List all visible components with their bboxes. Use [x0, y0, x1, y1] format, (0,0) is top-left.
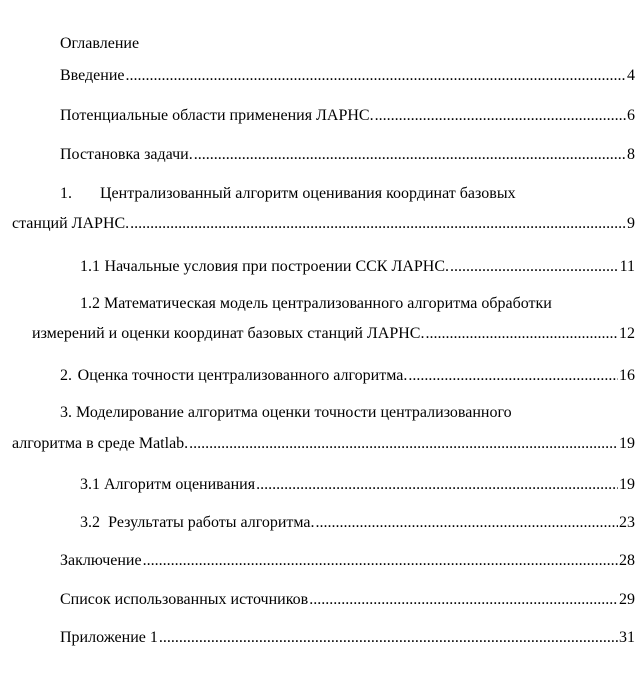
toc-page-number: 31 [619, 629, 635, 646]
toc-entry-section-3-1[interactable] [80, 475, 635, 495]
toc-entry-section-1-1[interactable] [80, 257, 635, 277]
toc-entry-label: 1.2 Математическая модель централизованного алгоритма обработки [80, 295, 552, 312]
toc-page-number: 19 [619, 435, 635, 452]
toc-page-number: 11 [619, 258, 635, 275]
toc-leader-dots [126, 66, 627, 86]
toc-entry-label: Список использованных источников [60, 591, 309, 608]
toc-section-number: 1.1 [80, 258, 100, 275]
toc-leader-dots [189, 434, 618, 454]
toc-entry-references[interactable] [60, 590, 635, 610]
toc-section-number: 3.2 [80, 514, 100, 531]
toc-entry-line [12, 434, 635, 454]
toc-entry-appendix-1[interactable] [60, 628, 635, 648]
toc-page-number: 8 [627, 146, 635, 163]
toc-leader-dots [256, 475, 618, 495]
toc-entry-line [12, 214, 635, 234]
toc-leader-dots [194, 145, 626, 165]
toc-leader-dots [316, 513, 618, 533]
toc-entry-section-3-2[interactable] [80, 513, 635, 533]
toc-title: Оглавление [60, 35, 140, 52]
toc-entry-label: Результаты работы алгоритма. [108, 514, 315, 531]
toc-page-number: 12 [619, 325, 635, 342]
toc-page-number: 6 [627, 107, 635, 124]
toc-entry-applications[interactable] [60, 106, 635, 126]
toc-page-number: 29 [619, 591, 635, 608]
toc-entry-line [60, 184, 635, 204]
toc-leader-dots [425, 324, 618, 344]
toc-entry-label: Потенциальные области применения ЛАРНС. [60, 107, 374, 124]
toc-entry-label: Централизованный алгоритм оценивания координат базовых [100, 185, 516, 202]
toc-entry-conclusion[interactable] [60, 551, 635, 571]
toc-entry-label: Начальные условия при построении ССК ЛАРНС. [104, 258, 449, 275]
toc-leader-dots [159, 628, 618, 648]
toc-leader-dots [375, 106, 626, 126]
toc-page-number: 23 [619, 514, 635, 531]
toc-page-number: 19 [619, 476, 635, 493]
toc-entry-label: 3.1 Алгоритм оценивания [80, 476, 256, 493]
toc-section-number: 2. [60, 367, 72, 384]
toc-entry-label: 3. Моделирование алгоритма оценки точности централизованного [60, 404, 512, 421]
toc-leader-dots [408, 366, 618, 386]
toc-leader-dots [130, 214, 626, 234]
toc-leader-dots [143, 551, 618, 571]
toc-entry-label: Заключение [60, 552, 142, 569]
toc-entry-label: алгоритма в среде Matlab. [12, 435, 189, 452]
toc-entry-section-2[interactable] [60, 366, 635, 386]
toc-entry-label: станций ЛАРНС. [12, 215, 130, 232]
toc-leader-dots [309, 590, 618, 610]
toc-entry-label: Постановка задачи. [60, 146, 193, 163]
toc-entry-label: Введение [60, 67, 125, 84]
toc-page-number: 9 [627, 215, 635, 232]
toc-entry-problem-statement[interactable] [60, 145, 635, 165]
toc-entry-label: измерений и оценки координат базовых станций ЛАРНС. [32, 325, 425, 342]
toc-page-number: 16 [619, 367, 635, 384]
toc-leader-dots [450, 257, 619, 277]
toc-section-number: 1. [60, 185, 72, 202]
toc-entry-line [32, 324, 635, 344]
toc-entry-line [80, 294, 635, 314]
toc-entry-introduction[interactable] [60, 66, 635, 86]
toc-entry-line [60, 403, 635, 423]
toc-page-number: 28 [619, 552, 635, 569]
toc-page-number: 4 [627, 67, 635, 84]
toc-entry-label: Оценка точности централизованного алгоритма. [77, 367, 408, 384]
toc-entry-label: Приложение 1 [60, 629, 158, 646]
